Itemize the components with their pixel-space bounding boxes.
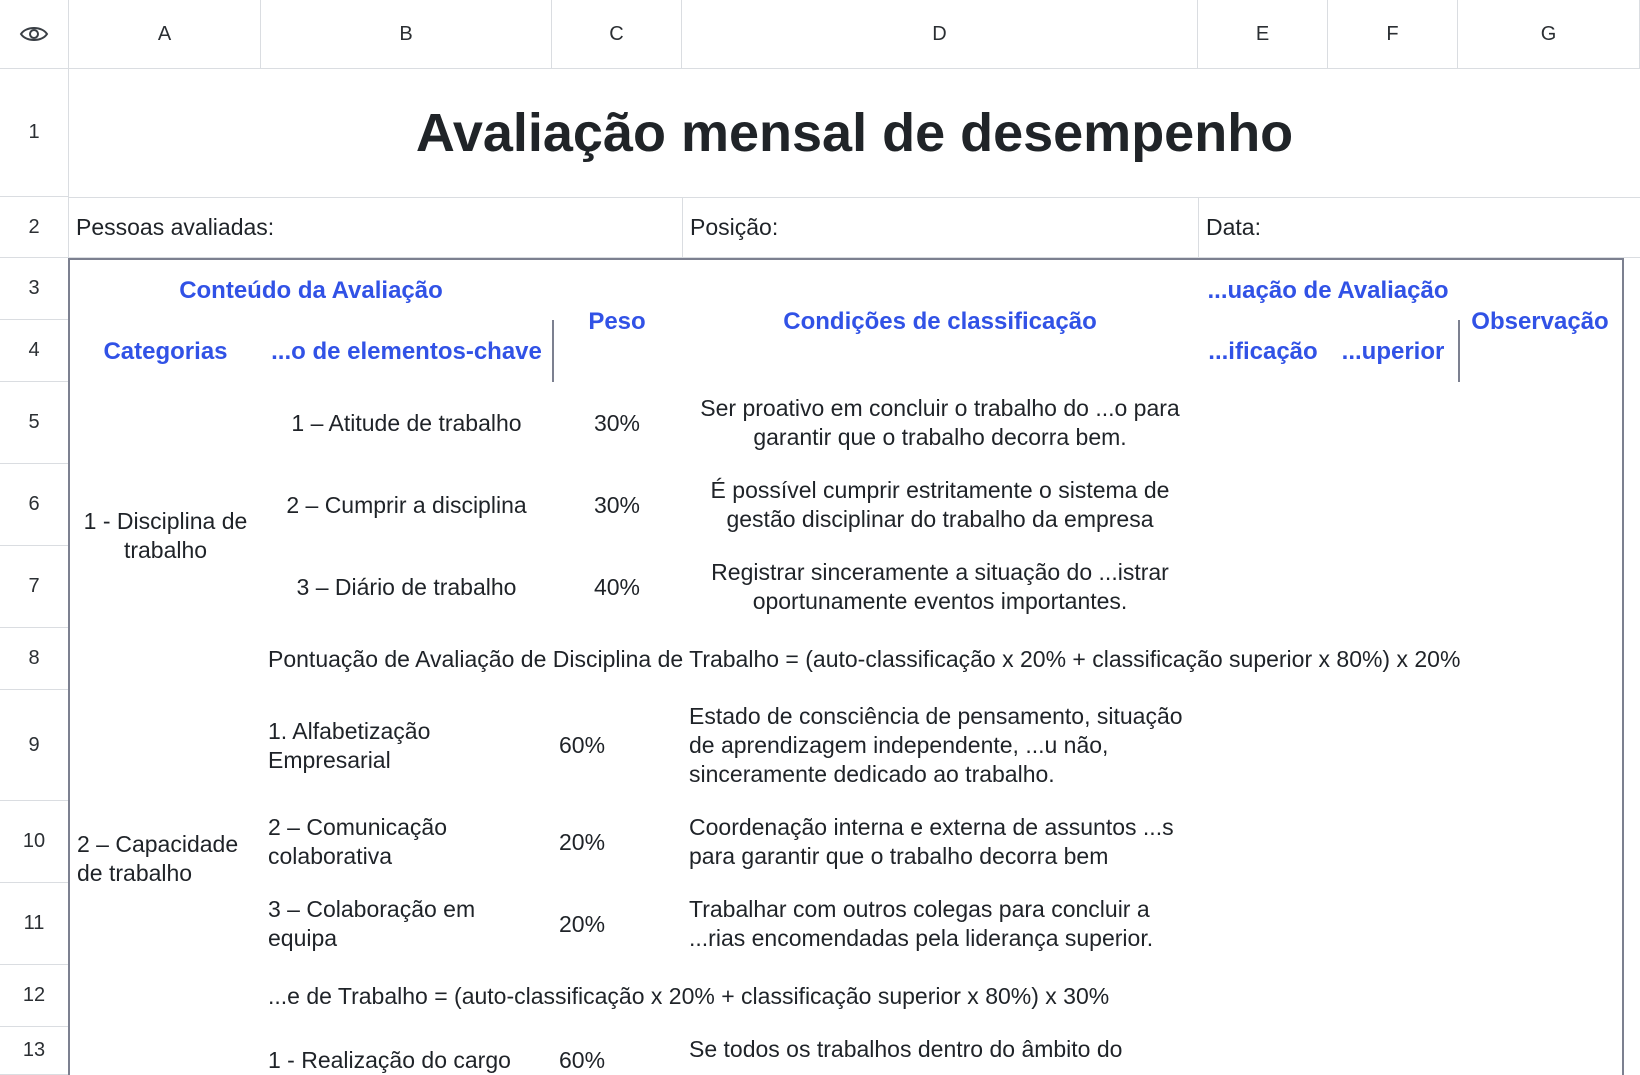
weight-cell[interactable]: 30% <box>552 382 684 466</box>
column-header-b[interactable]: B <box>261 0 552 69</box>
superior-rating-cell[interactable] <box>1328 382 1460 466</box>
column-header-a[interactable]: A <box>69 0 261 69</box>
weight-cell[interactable]: 60% <box>552 1027 684 1075</box>
column-header-d[interactable]: D <box>682 0 1198 69</box>
key-element-cell[interactable]: 1. Alfabetização Empresarial <box>261 690 554 803</box>
column-header-c[interactable]: C <box>552 0 682 69</box>
self-rating-cell[interactable] <box>1198 801 1330 885</box>
category-cell-2[interactable]: 2 – Capacidade de trabalho <box>68 690 263 1029</box>
superior-rating-cell[interactable] <box>1328 1027 1460 1075</box>
header-self-rating[interactable]: ...ificação <box>1198 320 1330 384</box>
superior-rating-cell[interactable] <box>1328 546 1460 630</box>
row-header-3[interactable]: 3 <box>0 258 69 320</box>
select-all-corner[interactable] <box>0 0 69 69</box>
formula-self-cell[interactable] <box>1198 965 1330 1029</box>
observation-cell[interactable] <box>1458 546 1624 630</box>
condition-cell[interactable]: Registrar sinceramente a situação do ...istrar oportunamente eventos importantes. <box>682 546 1200 630</box>
self-rating-cell[interactable] <box>1198 1027 1330 1075</box>
condition-cell[interactable]: Estado de consciência de pensamento, situação de aprendizagem independente, ...u não, sinceramente dedicado ao trabalho. <box>682 690 1200 803</box>
key-element-cell[interactable]: 3 – Diário de trabalho <box>261 546 554 630</box>
formula-observation-cell[interactable] <box>1458 965 1624 1029</box>
weight-cell[interactable]: 30% <box>552 464 684 548</box>
persons-evaluated-label[interactable]: Pessoas avaliadas: <box>69 198 682 257</box>
column-header-f[interactable]: F <box>1328 0 1458 69</box>
formula-cell-2[interactable]: ...e de Trabalho = (auto-classificação x 20% + classificação superior x 80%) x 30% <box>261 965 1200 1029</box>
key-element-cell[interactable]: 2 – Cumprir a disciplina <box>261 464 554 548</box>
superior-rating-cell[interactable] <box>1328 690 1460 803</box>
superior-rating-cell[interactable] <box>1328 801 1460 885</box>
weight-cell[interactable]: 20% <box>552 883 684 967</box>
column-header-g[interactable]: G <box>1458 0 1640 69</box>
formula-superior-cell[interactable] <box>1328 965 1460 1029</box>
header-conditions[interactable]: Condições de classificação <box>682 258 1200 384</box>
row-header-6[interactable]: 6 <box>0 464 69 546</box>
observation-cell[interactable] <box>1458 883 1624 967</box>
category-cell-1[interactable]: 1 - Disciplina de trabalho <box>68 382 263 692</box>
row-header-4[interactable]: 4 <box>0 320 69 382</box>
header-content[interactable]: Conteúdo da Avaliação <box>68 258 554 322</box>
superior-rating-cell[interactable] <box>1328 883 1460 967</box>
column-header-e[interactable]: E <box>1198 0 1328 69</box>
header-categories[interactable]: Categorias <box>68 320 263 384</box>
header-weight[interactable]: Peso <box>552 258 684 384</box>
formula-cell-1[interactable]: Pontuação de Avaliação de Disciplina de Trabalho = (auto-classificação x 20% + classificação superior x 80%) x 20% <box>261 628 1624 692</box>
page-title: Avaliação mensal de desempenho <box>69 69 1640 197</box>
self-rating-cell[interactable] <box>1198 382 1330 466</box>
weight-cell[interactable]: 60% <box>552 690 684 803</box>
observation-cell[interactable] <box>1458 690 1624 803</box>
key-element-cell[interactable]: 2 – Comunicação colaborativa <box>261 801 554 885</box>
row-header-12[interactable]: 12 <box>0 965 69 1027</box>
row-header-2[interactable]: 2 <box>0 197 69 258</box>
self-rating-cell[interactable] <box>1198 546 1330 630</box>
header-superior-rating[interactable]: ...uperior <box>1328 320 1460 384</box>
observation-cell[interactable] <box>1458 464 1624 548</box>
row-header-5[interactable]: 5 <box>0 382 69 464</box>
row-header-9[interactable]: 9 <box>0 690 69 801</box>
eye-icon[interactable] <box>19 24 49 44</box>
row-header-1[interactable]: 1 <box>0 69 69 197</box>
self-rating-cell[interactable] <box>1198 464 1330 548</box>
header-observation[interactable]: Observação <box>1458 258 1624 384</box>
key-element-cell[interactable]: 1 – Atitude de trabalho <box>261 382 554 466</box>
weight-cell[interactable]: 40% <box>552 546 684 630</box>
condition-cell[interactable]: Se todos os trabalhos dentro do âmbito do <box>682 1027 1200 1075</box>
weight-cell[interactable]: 20% <box>552 801 684 885</box>
header-score[interactable]: ...uação de Avaliação <box>1198 258 1460 322</box>
date-label[interactable]: Data: <box>1199 198 1640 257</box>
category-cell-3[interactable] <box>68 1027 263 1075</box>
observation-cell[interactable] <box>1458 801 1624 885</box>
superior-rating-cell[interactable] <box>1328 464 1460 548</box>
self-rating-cell[interactable] <box>1198 690 1330 803</box>
row-header-10[interactable]: 10 <box>0 801 69 883</box>
condition-cell[interactable]: Coordenação interna e externa de assuntos ...s para garantir que o trabalho decorra bem <box>682 801 1200 885</box>
row-header-8[interactable]: 8 <box>0 628 69 690</box>
observation-cell[interactable] <box>1458 382 1624 466</box>
key-element-cell[interactable]: 1 - Realização do cargo <box>261 1027 554 1075</box>
self-rating-cell[interactable] <box>1198 883 1330 967</box>
condition-cell[interactable]: Trabalhar com outros colegas para concluir a ...rias encomendadas pela liderança superior. <box>682 883 1200 967</box>
condition-cell[interactable]: Ser proativo em concluir o trabalho do ...o para garantir que o trabalho decorra bem. <box>682 382 1200 466</box>
row-header-13[interactable]: 13 <box>0 1027 69 1075</box>
observation-cell[interactable] <box>1458 1027 1624 1075</box>
header-key-elements[interactable]: ...o de elementos-chave <box>261 320 554 384</box>
key-element-cell[interactable]: 3 – Colaboração em equipa <box>261 883 554 967</box>
condition-cell[interactable]: É possível cumprir estritamente o sistema de gestão disciplinar do trabalho da empresa <box>682 464 1200 548</box>
row-header-11[interactable]: 11 <box>0 883 69 965</box>
position-label[interactable]: Posição: <box>683 198 1198 257</box>
row-header-7[interactable]: 7 <box>0 546 69 628</box>
